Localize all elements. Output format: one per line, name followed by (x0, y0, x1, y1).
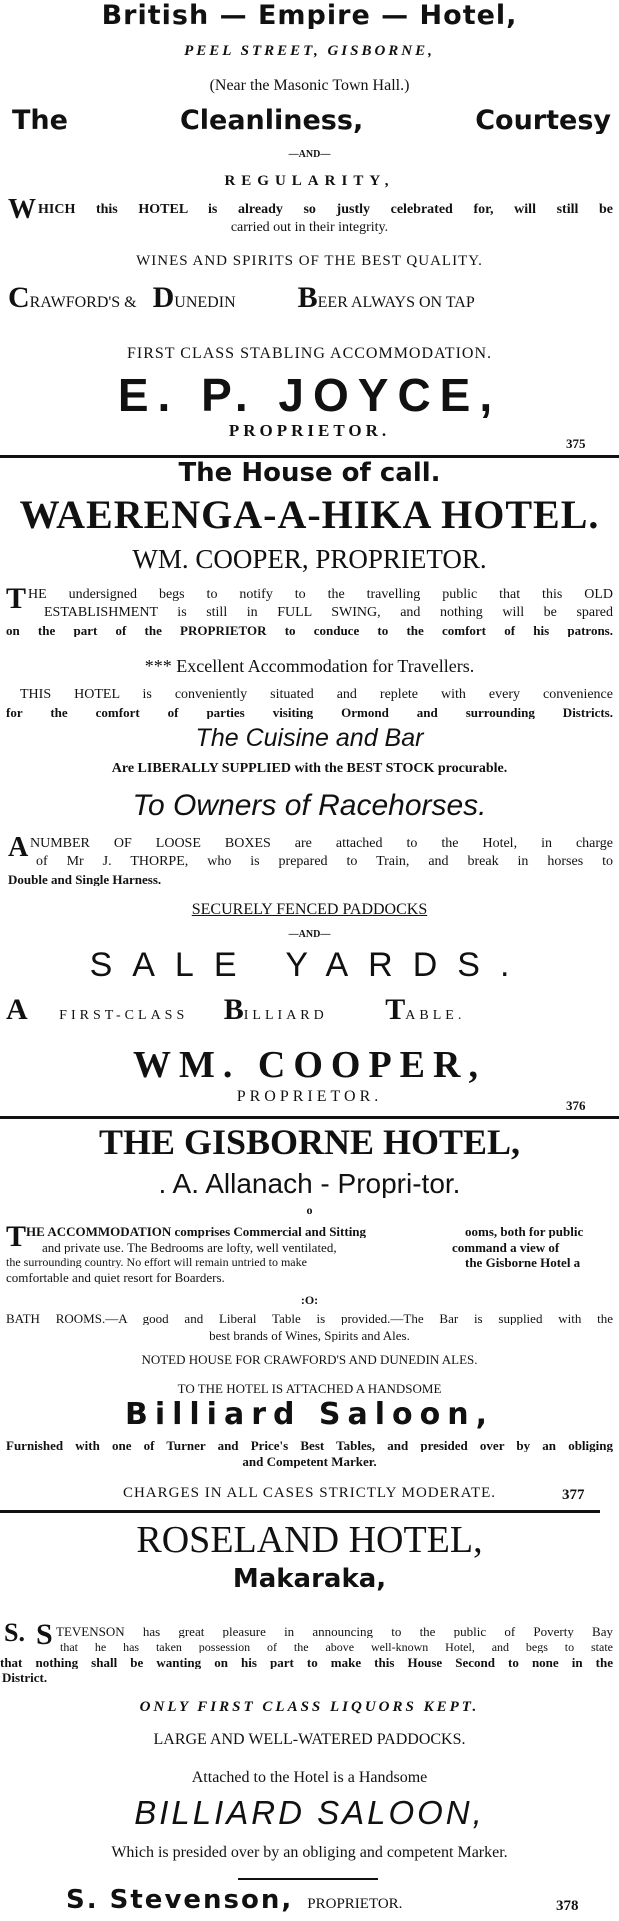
ad2-billiard-line (6, 995, 613, 1025)
ad4-body-line-2: that he has taken possession of the above well-known Hotel, and begs to state (60, 1641, 613, 1653)
ad4-proprietor-line (66, 1887, 613, 1913)
ad2-situated-line-2: for the comfort of parties visiting Ormond and surrounding Districts. (6, 706, 613, 719)
ad1-and: —AND— (288, 150, 331, 160)
ad-separator-rule (0, 1116, 619, 1119)
ad2-billiard-illiard: ILLIARD (243, 1008, 328, 1023)
ad4-title: ROSELAND HOTEL, (136, 1521, 483, 1559)
ad2-drop-cap-t: T (6, 582, 27, 615)
ad1-body-line-1: HICH this HOTEL is already so justly celebrated for, will still be (38, 203, 613, 217)
ad4-body-line-3: that nothing shall be wanting on his part to make this House Second to none in the (0, 1656, 613, 1669)
ad2-body-line-1: HE undersigned begs to notify to the travelling public that this OLD (28, 588, 613, 602)
ad1-title: British — Empire — Hotel, (101, 2, 518, 29)
ad1-proprietor-name: E. P. JOYCE, (117, 372, 502, 418)
ad-separator-rule (0, 455, 619, 458)
ad3-body-line-2: and private use. The Bedrooms are lofty, well ventilated, (42, 1241, 337, 1254)
ad1-stabling: FIRST CLASS STABLING ACCOMMODATION. (126, 346, 493, 362)
ad2-sale-yards: SALE YARDS. (89, 948, 530, 982)
ad2-excellent: *** Excellent Accommodation for Travellers. (144, 657, 475, 675)
ad4-drop-cap-s: S (36, 1618, 53, 1651)
ad1-wines: WINES AND SPIRITS OF THE BEST QUALITY. (136, 254, 483, 269)
ad1-proprietor-label: PROPRIETOR. (228, 422, 391, 439)
ad1-beer-crawfords: RAWFORD'S & (29, 294, 137, 311)
ad2-billiard-cap-b: B (223, 995, 244, 1025)
ad2-title: WAERENGA-A-HIKA HOTEL. (19, 495, 600, 535)
ad4-location: Makaraka, (232, 1566, 387, 1592)
ad3-bath-line-2: best brands of Wines, Spirits and Ales. (209, 1329, 410, 1342)
ad2-cuisine: The Cuisine and Bar (195, 726, 424, 751)
ad3-title: THE GISBORNE HOTEL, (98, 1124, 521, 1160)
ad1-beer-line (8, 283, 613, 313)
ad4-attached: Attached to the Hotel is a Handsome (191, 1770, 428, 1786)
ad3-owner: . A. Allanach - Propri-tor. (158, 1170, 461, 1198)
ad2-number: 376 (566, 1098, 586, 1113)
ad1-near-note: (Near the Masonic Town Hall.) (209, 78, 410, 94)
ad1-slogan: The Cleanliness, Courtesy (12, 107, 611, 134)
ad3-bath-line-1: BATH ROOMS.—A good and Liberal Table is provided.—The Bar is supplied with the (6, 1312, 613, 1325)
ad3-drop-cap-t: T (6, 1220, 27, 1253)
ad2-body-line-2: ESTABLISHMENT is still in FULL SWING, and nothing will be spared (44, 606, 613, 620)
ad3-body-line-2b: command a view of (452, 1241, 560, 1254)
ad4-short-rule (238, 1878, 378, 1880)
ad1-beer-cap-d: D (152, 283, 175, 313)
ad4-drop-cap-s-initial: S. (4, 1618, 25, 1647)
ad2-and: —AND— (288, 930, 331, 940)
ad1-beer-cap-c: C (8, 283, 30, 313)
ad2-billiard-able: ABLE. (405, 1008, 466, 1023)
ad4-liquors: ONLY FIRST CLASS LIQUORS KEPT. (139, 1700, 480, 1715)
ad4-billiard-saloon: BILLIARD SALOON, (134, 1796, 485, 1829)
ad-separator-rule (0, 1510, 600, 1513)
ad2-owner: WM. COOPER, PROPRIETOR. (132, 546, 487, 573)
ad4-number: 378 (556, 1898, 579, 1914)
ad3-charges: CHARGES IN ALL CASES STRICTLY MODERATE. (122, 1486, 497, 1501)
ad3-noted: NOTED HOUSE FOR CRAWFORD'S AND DUNEDIN ALES. (141, 1353, 478, 1366)
ad2-billiard-cap-a: A (6, 995, 32, 1025)
ad1-number: 375 (566, 436, 586, 451)
ad4-body-line-4: District. (2, 1671, 48, 1684)
ad1-beer-always: EER ALWAYS ON TAP (317, 294, 475, 311)
ad3-body-line-1b: ooms, both for public (465, 1225, 584, 1238)
ad2-proprietor-label: PROPRIETOR. (236, 1089, 383, 1105)
ad3-furnished-line-2: and Competent Marker. (242, 1455, 377, 1468)
ad2-situated-line-1: THIS HOTEL is conveniently situated and replete with every convenience (20, 688, 613, 702)
ad3-billiard-saloon: Billiard Saloon, (124, 1400, 495, 1430)
ad4-proprietor-name: S. Stevenson, (66, 1887, 294, 1913)
ad3-ornament: o (306, 1204, 313, 1216)
ad3-body-line-3: the surrounding country. No effort will remain untried to make (6, 1256, 307, 1268)
ad2-boxes-line-3: Double and Single Harness. (8, 873, 162, 886)
ad4-paddocks: LARGE AND WELL-WATERED PADDOCKS. (153, 1732, 466, 1748)
ad4-proprietor-label: PROPRIETOR. (307, 1896, 403, 1912)
ad2-proprietor-name: WM. COOPER, (133, 1046, 486, 1084)
ad1-beer-cap-b: B (297, 283, 318, 313)
ad2-body-line-3: on the part of the PROPRIETOR to conduce to the comfort of his patrons. (6, 624, 613, 637)
ad3-separator: :O: (300, 1294, 319, 1306)
ad2-boxes-line-1: NUMBER OF LOOSE BOXES are attached to the Hotel, in charge (30, 837, 613, 851)
ad2-billiard-first-class: FIRST-CLASS (59, 1008, 189, 1023)
ad2-paddocks: SECURELY FENCED PADDOCKS (191, 902, 428, 918)
ad1-drop-cap-w: W (8, 194, 36, 225)
ad1-body-line-2: carried out in their integrity. (230, 221, 389, 235)
ad2-billiard-cap-t: T (385, 995, 406, 1025)
ad3-body-line-4: comfortable and quiet resort for Boarders. (6, 1271, 225, 1284)
ad3-attached: TO THE HOTEL IS ATTACHED A HANDSOME (177, 1382, 442, 1395)
ad2-boxes-line-2: of Mr J. THORPE, who is prepared to Train, and break in horses to (36, 855, 613, 869)
ad2-racehorses: To Owners of Racehorses. (132, 791, 487, 821)
ad4-body-line-1: TEVENSON has great pleasure in announcing to the public of Poverty Bay (56, 1625, 613, 1638)
ad1-address: PEEL STREET, GISBORNE, (184, 44, 435, 59)
ad3-body-line-1: HE ACCOMMODATION comprises Commercial and Sitting (26, 1225, 367, 1238)
ad1-beer-dunedin: UNEDIN (174, 294, 236, 311)
ad3-body-line-3b: the Gisborne Hotel a (465, 1256, 581, 1269)
ad2-drop-cap-a: A (8, 832, 29, 863)
ad2-headline: The House of call. (178, 460, 441, 486)
ad3-number: 377 (562, 1487, 585, 1503)
ad3-furnished-line-1: Furnished with one of Turner and Price's Best Tables, and presided over by an obliging (6, 1439, 613, 1452)
ad1-regularity: REGULARITY, (224, 174, 395, 189)
ad4-presided: Which is presided over by an obliging and competent Marker. (111, 1845, 508, 1861)
ad2-supplied: Are LIBERALLY SUPPLIED with the BEST STOCK procurable. (111, 762, 508, 776)
